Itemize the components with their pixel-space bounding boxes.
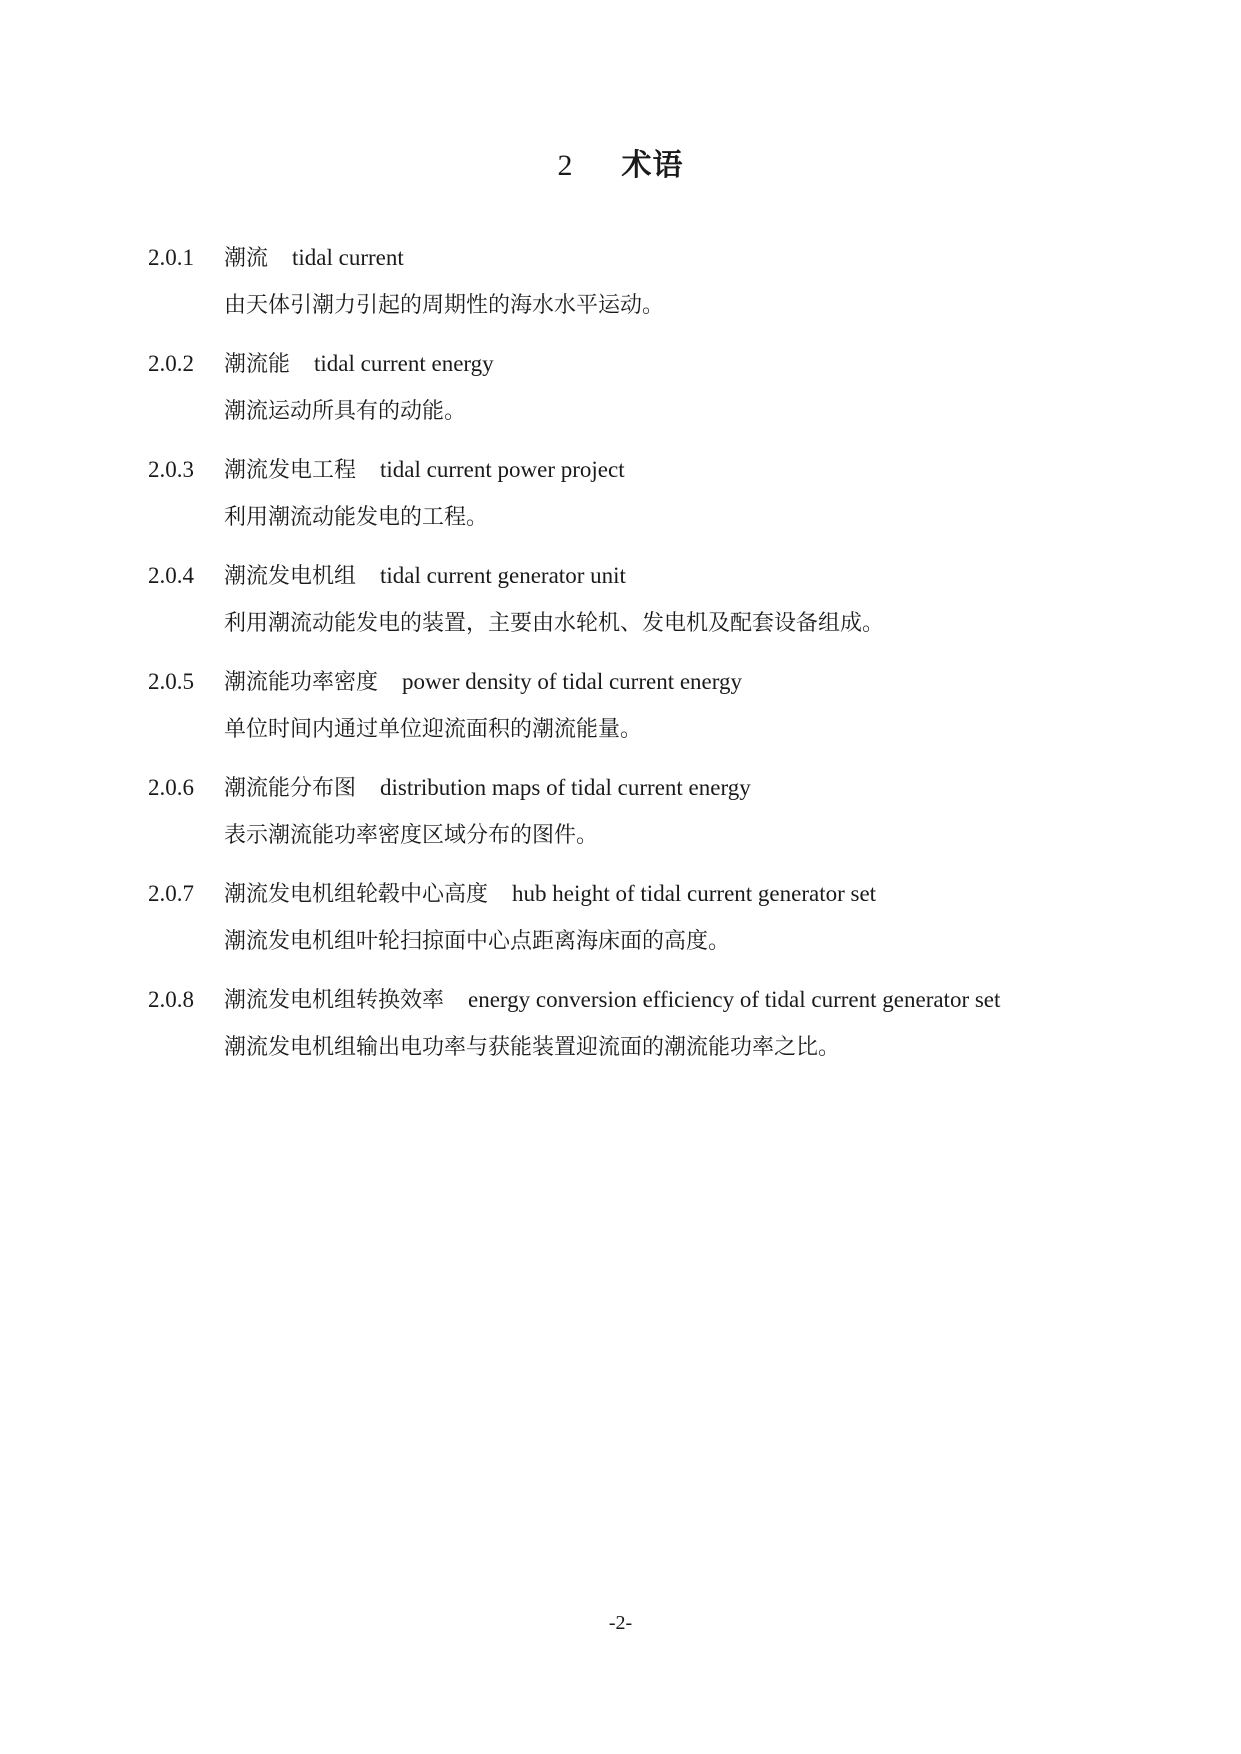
term-english: tidal current generator unit (380, 563, 626, 588)
term-chinese: 潮流能功率密度 (224, 670, 379, 695)
term-chinese: 潮流 (224, 246, 269, 271)
term-entry (148, 552, 1108, 648)
term-entry (148, 446, 1108, 542)
term-heading (148, 764, 1108, 812)
term-number: 2.0.6 (148, 775, 194, 800)
term-number: 2.0.3 (148, 457, 194, 482)
term-heading (148, 446, 1108, 494)
chapter-name: 术语 (621, 148, 684, 183)
term-definition: 潮流发电机组叶轮扫掠面中心点距离海床面的高度。 (224, 929, 731, 954)
term-english: hub height of tidal current generator set (512, 881, 877, 906)
term-heading (148, 552, 1108, 600)
term-definition: 潮流运动所具有的动能。 (224, 399, 467, 424)
term-number: 2.0.8 (148, 987, 194, 1012)
term-entry (148, 870, 1108, 966)
term-definition: 表示潮流能功率密度区域分布的图件。 (224, 823, 599, 848)
term-heading (148, 658, 1108, 706)
page-number: -2- (608, 1612, 633, 1634)
term-entry (148, 764, 1108, 860)
term-chinese: 潮流发电机组轮毂中心高度 (224, 882, 489, 907)
term-english: tidal current power project (380, 457, 625, 482)
chapter-title (0, 146, 1241, 186)
term-heading (148, 234, 1108, 282)
term-chinese: 潮流发电工程 (224, 458, 357, 483)
term-english: tidal current (292, 245, 404, 270)
term-chinese: 潮流发电机组 (224, 564, 357, 589)
term-chinese: 潮流能分布图 (224, 776, 357, 801)
term-number: 2.0.1 (148, 245, 194, 270)
term-number: 2.0.2 (148, 351, 194, 376)
term-heading (148, 976, 1108, 1024)
terms-list (148, 234, 1108, 1082)
term-definition: 利用潮流动能发电的工程。 (224, 505, 489, 530)
term-heading (148, 870, 1108, 918)
term-chinese: 潮流能 (224, 352, 291, 377)
term-english: tidal current energy (314, 351, 494, 376)
term-number: 2.0.7 (148, 881, 194, 906)
term-chinese: 潮流发电机组转换效率 (224, 988, 445, 1013)
term-entry (148, 234, 1108, 330)
term-english: power density of tidal current energy (402, 669, 743, 694)
term-number: 2.0.4 (148, 563, 194, 588)
term-entry (148, 658, 1108, 754)
term-number: 2.0.5 (148, 669, 194, 694)
term-entry (148, 340, 1108, 436)
term-definition: 单位时间内通过单位迎流面积的潮流能量。 (224, 717, 643, 742)
term-heading (148, 340, 1108, 388)
term-english: distribution maps of tidal current energy (380, 775, 751, 800)
term-definition: 利用潮流动能发电的装置，主要由水轮机、发电机及配套设备组成。 (224, 611, 885, 636)
term-definition: 潮流发电机组输出电功率与获能装置迎流面的潮流能功率之比。 (224, 1035, 841, 1060)
chapter-number: 2 (557, 149, 574, 182)
term-definition: 由天体引潮力引起的周期性的海水水平运动。 (224, 293, 665, 318)
term-english: energy conversion efficiency of tidal current generator set (468, 987, 1001, 1012)
term-entry (148, 976, 1108, 1072)
